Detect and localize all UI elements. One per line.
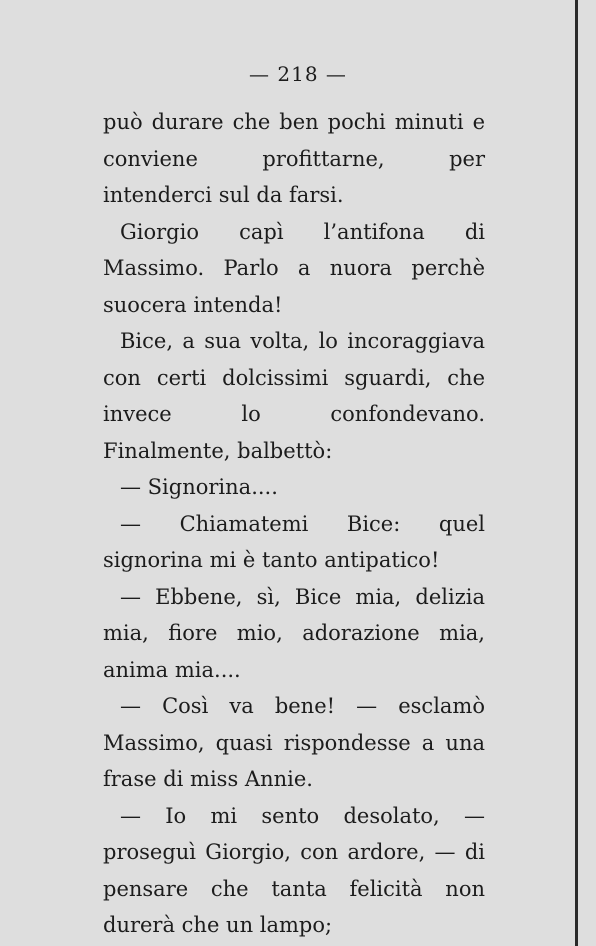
paragraph-1: può durare che ben pochi minuti e conviene profittarne, per intenderci sul da farsi. bbox=[103, 110, 485, 207]
paragraph-5: — Chiamatemi Bice: quel signorina mi è tanto antipatico! bbox=[103, 511, 485, 572]
page-edge-rule bbox=[575, 0, 578, 946]
body-text bbox=[103, 104, 485, 944]
paragraph-6: — Ebbene, sì, Bice mia, delizia mia, fiore mio, adorazione mia, anima mia.... bbox=[103, 584, 485, 682]
paragraph-7: — Così va bene! — esclamò Massimo, quasi rispondesse a una frase di miss Annie. bbox=[103, 694, 485, 791]
page-number: — 218 — bbox=[249, 62, 347, 86]
paragraph-2: Giorgio capì l’antifona di Massimo. Parlo a nuora perchè suocera intenda! bbox=[103, 219, 485, 317]
paragraph-4: — Signorina.... bbox=[120, 475, 278, 499]
paragraph-8: — Io mi sento desolato, — proseguì Giorgio, con ardore, — di pensare che tanta felicità non durerà che un lampo; bbox=[103, 803, 485, 937]
paragraph-3: Bice, a sua volta, lo incoraggiava con certi dolcissimi sguardi, che invece lo confondevano. Finalmente, balbettò: bbox=[103, 329, 485, 463]
